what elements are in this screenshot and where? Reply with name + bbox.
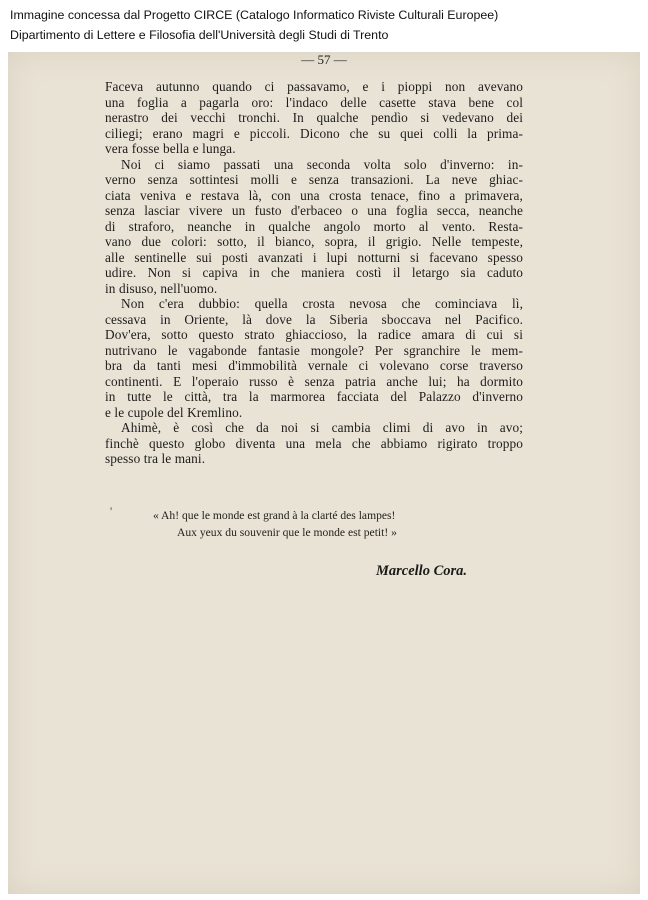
- margin-mark: ': [110, 504, 113, 518]
- text-line: cessava in Oriente, là dove la Siberia sboccava nel Pacifico.: [105, 311, 523, 327]
- body-text: [105, 79, 523, 467]
- text-line: e le cupole del Kremlino.: [105, 404, 243, 420]
- text-line: bra da tanti mesi d'immobilità vernale ci volevano corse traverso: [105, 358, 523, 373]
- text-line: Noi ci siamo passati una seconda volta solo d'inverno: in-: [121, 156, 523, 172]
- text-line: Ahimè, è così che da noi si cambia climi di avo in avo;: [121, 420, 523, 435]
- author-signature: Marcello Cora.: [376, 563, 468, 579]
- text-line: in disuso, nell'uomo.: [105, 280, 218, 296]
- text-line: verno senza sottintesi molli e senza transazioni. La neve ghiac-: [105, 172, 523, 187]
- text-line: una foglia a pagarla oro: l'indaco delle casette stava bene col: [105, 94, 523, 110]
- text-line: vano due colori: sotto, il bianco, sopra, il grigio. Nelle tempeste,: [105, 234, 523, 249]
- text-line: finchè questo globo diventa una mela che abbiamo rigirato troppo: [105, 435, 523, 451]
- scanned-page: [8, 52, 640, 894]
- credit-line-1: Immagine concessa dal Progetto CIRCE (Catalogo Informatico Riviste Culturali Europee): [10, 8, 499, 22]
- text-line: nutrivano le vagabonde fantasie mongole? Per sgranchire le mem-: [105, 342, 523, 358]
- text-line: alle sentinelle sui posti avanzati i lupi notturni si facevano spesso: [105, 249, 523, 265]
- text-line: Non c'era dubbio: quella crosta nevosa che cominciava lì,: [121, 296, 523, 311]
- quote-line-1: « Ah! que le monde est grand à la clarté des lampes!: [153, 509, 396, 522]
- quote-line-2: Aux yeux du souvenir que le monde est petit! »: [177, 526, 397, 539]
- french-quote: [153, 507, 483, 541]
- text-line: ciliegi; erano magri e piccoli. Dicono che su quei colli la prima-: [105, 125, 523, 141]
- credit-line-2: Dipartimento di Lettere e Filosofia dell'Università degli Studi di Trento: [10, 28, 389, 42]
- text-line: ciata veniva e restava là, con una crosta tenace, fino a primavera,: [105, 187, 523, 203]
- text-line: in tutte le città, tra la marmorea facciata del Palazzo d'inverno: [105, 389, 523, 404]
- text-line: Faceva autunno quando ci passavamo, e i pioppi non avevano: [105, 79, 523, 94]
- text-line: senza lasciar vivere un fusto d'erbaceo o una foglia secca, neanche: [105, 203, 523, 218]
- text-line: vera fosse bella e lunga.: [105, 141, 236, 156]
- text-line: continenti. E l'operaio russo è senza patria anche lui; ha dormito: [105, 373, 523, 389]
- page-number: — 57 —: [301, 52, 347, 67]
- text-line: di straforo, neanche in qualche angolo morto al vento. Resta-: [105, 218, 523, 234]
- archive-credit-header: [0, 0, 648, 52]
- text-line: udire. Non si capiva in che maniera costì il letargo sia caduto: [105, 265, 523, 280]
- text-line: spesso tra le mani.: [105, 451, 206, 466]
- text-line: Dov'era, sotto questo strato ghiaccioso, la radice amara di cui si: [105, 327, 523, 342]
- text-line: nerastro dei vecchi tronchi. In qualche pendìo si vedevano dei: [105, 110, 523, 125]
